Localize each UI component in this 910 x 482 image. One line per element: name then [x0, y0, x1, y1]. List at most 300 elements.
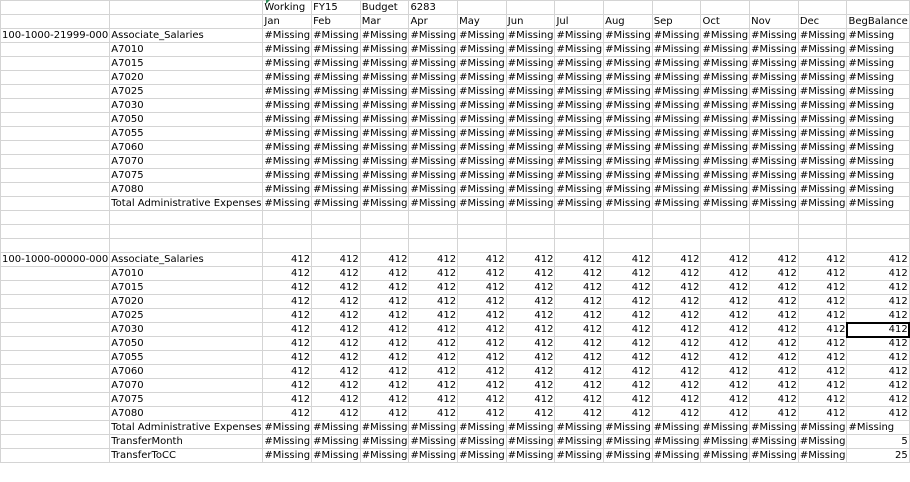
account-cell[interactable] — [110, 225, 263, 239]
value-cell[interactable]: 412 — [847, 337, 909, 351]
value-cell[interactable]: 412 — [312, 309, 361, 323]
value-cell[interactable]: 412 — [409, 365, 458, 379]
value-cell[interactable]: #Missing — [410, 436, 457, 447]
value-cell[interactable]: #Missing — [313, 198, 359, 209]
entity-cell[interactable] — [1, 239, 110, 253]
value-cell[interactable]: #Missing — [361, 170, 408, 181]
entity-cell[interactable] — [1, 71, 110, 85]
value-cell[interactable]: #Missing — [313, 114, 359, 125]
value-cell[interactable] — [604, 225, 653, 239]
value-cell[interactable]: 412 — [798, 379, 847, 393]
value-cell[interactable] — [263, 239, 312, 253]
value-cell[interactable]: #Missing — [799, 100, 846, 111]
value-cell[interactable]: #Missing — [361, 58, 408, 69]
value-cell[interactable]: 412 — [263, 351, 312, 365]
header-cell[interactable] — [110, 1, 263, 15]
value-cell[interactable]: #Missing — [847, 85, 909, 99]
value-cell[interactable]: #Missing — [751, 86, 797, 97]
account-cell[interactable]: Total Administrative Expenses — [111, 198, 262, 209]
value-cell[interactable]: 412 — [701, 337, 750, 351]
entity-cell[interactable] — [1, 323, 110, 337]
value-cell[interactable]: #Missing — [507, 170, 554, 181]
value-cell[interactable]: 412 — [798, 365, 847, 379]
value-cell[interactable]: #Missing — [605, 422, 651, 433]
value-cell[interactable]: #Missing — [556, 198, 603, 209]
value-cell[interactable]: #Missing — [313, 72, 359, 83]
value-cell[interactable]: 412 — [312, 407, 361, 421]
value-cell[interactable]: #Missing — [605, 44, 651, 55]
value-cell[interactable]: 412 — [312, 267, 361, 281]
value-cell[interactable]: #Missing — [459, 30, 505, 41]
value-cell[interactable]: #Missing — [410, 100, 457, 111]
value-cell[interactable]: #Missing — [507, 86, 554, 97]
value-cell[interactable]: #Missing — [751, 100, 797, 111]
value-cell[interactable]: 412 — [506, 407, 555, 421]
value-cell[interactable]: 412 — [458, 281, 507, 295]
value-cell[interactable]: 412 — [604, 407, 653, 421]
header-cell[interactable]: Sep — [652, 15, 701, 29]
entity-cell[interactable]: 100-1000-00000-000 — [2, 254, 109, 265]
value-cell[interactable] — [409, 225, 458, 239]
value-cell[interactable]: 412 — [360, 295, 409, 309]
account-cell[interactable]: Total Administrative Expenses — [111, 422, 262, 433]
entity-cell[interactable] — [1, 43, 110, 57]
value-cell[interactable]: #Missing — [702, 58, 749, 69]
value-cell[interactable]: #Missing — [799, 198, 846, 209]
value-cell[interactable]: #Missing — [751, 58, 797, 69]
value-cell[interactable]: #Missing — [847, 421, 909, 435]
entity-cell[interactable]: 100-1000-21999-000 — [2, 30, 109, 41]
value-cell[interactable]: #Missing — [605, 184, 651, 195]
value-cell[interactable]: #Missing — [653, 436, 700, 447]
value-cell[interactable]: 412 — [798, 253, 847, 267]
value-cell[interactable]: #Missing — [264, 142, 311, 153]
value-cell[interactable]: #Missing — [459, 450, 505, 461]
value-cell[interactable]: #Missing — [556, 128, 603, 139]
value-cell[interactable]: 412 — [798, 267, 847, 281]
value-cell[interactable]: 412 — [701, 323, 750, 337]
value-cell[interactable]: #Missing — [556, 142, 603, 153]
value-cell[interactable]: 412 — [555, 351, 604, 365]
value-cell[interactable]: 5 — [847, 435, 909, 449]
value-cell[interactable]: #Missing — [313, 170, 359, 181]
value-cell[interactable]: #Missing — [847, 43, 909, 57]
value-cell[interactable]: 412 — [604, 309, 653, 323]
header-cell[interactable]: Oct — [701, 15, 750, 29]
value-cell[interactable]: #Missing — [702, 184, 749, 195]
account-cell[interactable]: A7010 — [110, 267, 263, 281]
value-cell[interactable]: 412 — [506, 351, 555, 365]
value-cell[interactable]: #Missing — [556, 170, 603, 181]
value-cell[interactable]: 412 — [604, 253, 653, 267]
value-cell[interactable]: #Missing — [847, 29, 909, 43]
value-cell[interactable]: 412 — [409, 295, 458, 309]
value-cell[interactable]: 412 — [409, 323, 458, 337]
value-cell[interactable]: #Missing — [751, 184, 797, 195]
value-cell[interactable]: #Missing — [459, 114, 505, 125]
value-cell[interactable]: #Missing — [313, 128, 359, 139]
value-cell[interactable]: #Missing — [459, 436, 505, 447]
value-cell[interactable]: #Missing — [361, 198, 408, 209]
value-cell[interactable]: #Missing — [507, 100, 554, 111]
value-cell[interactable]: #Missing — [264, 422, 311, 433]
account-cell[interactable]: Associate_Salaries — [110, 29, 263, 43]
account-cell[interactable]: A7060 — [110, 365, 263, 379]
value-cell[interactable] — [701, 211, 750, 225]
value-cell[interactable]: #Missing — [459, 422, 505, 433]
value-cell[interactable]: #Missing — [507, 128, 554, 139]
value-cell[interactable] — [409, 211, 458, 225]
entity-cell[interactable] — [1, 435, 110, 449]
value-cell[interactable]: #Missing — [410, 170, 457, 181]
value-cell[interactable]: 412 — [604, 393, 653, 407]
value-cell[interactable]: 412 — [312, 323, 361, 337]
entity-cell[interactable] — [1, 365, 110, 379]
value-cell[interactable]: 412 — [652, 281, 701, 295]
value-cell[interactable]: #Missing — [702, 142, 749, 153]
value-cell[interactable]: 412 — [555, 295, 604, 309]
value-cell[interactable]: 412 — [652, 365, 701, 379]
value-cell[interactable]: 412 — [263, 337, 312, 351]
value-cell[interactable] — [458, 211, 507, 225]
header-cell[interactable] — [652, 1, 701, 15]
value-cell[interactable]: 412 — [263, 379, 312, 393]
value-cell[interactable]: #Missing — [507, 436, 554, 447]
value-cell[interactable]: 412 — [506, 323, 555, 337]
header-cell[interactable] — [701, 1, 750, 15]
value-cell[interactable]: 412 — [847, 295, 909, 309]
value-cell[interactable]: 412 — [312, 379, 361, 393]
value-cell[interactable]: 412 — [750, 337, 799, 351]
value-cell[interactable]: #Missing — [410, 450, 457, 461]
value-cell[interactable]: #Missing — [751, 114, 797, 125]
header-cell[interactable]: Jan — [263, 15, 312, 29]
entity-cell[interactable] — [1, 379, 110, 393]
value-cell[interactable] — [847, 239, 909, 253]
value-cell[interactable]: 412 — [750, 393, 799, 407]
value-cell[interactable]: 412 — [506, 253, 555, 267]
value-cell[interactable]: 412 — [604, 295, 653, 309]
value-cell[interactable] — [263, 211, 312, 225]
value-cell[interactable] — [652, 225, 701, 239]
value-cell[interactable]: #Missing — [459, 184, 505, 195]
value-cell[interactable] — [555, 225, 604, 239]
account-cell[interactable]: A7070 — [110, 155, 263, 169]
value-cell[interactable]: #Missing — [653, 114, 700, 125]
header-cell[interactable]: Jun — [506, 15, 555, 29]
value-cell[interactable]: 412 — [750, 407, 799, 421]
value-cell[interactable]: #Missing — [653, 86, 700, 97]
account-cell[interactable]: A7015 — [110, 281, 263, 295]
value-cell[interactable]: 412 — [409, 253, 458, 267]
value-cell[interactable]: #Missing — [361, 450, 408, 461]
value-cell[interactable]: #Missing — [361, 44, 408, 55]
entity-cell[interactable] — [1, 267, 110, 281]
header-cell[interactable]: Dec — [798, 15, 847, 29]
value-cell[interactable]: #Missing — [605, 170, 651, 181]
value-cell[interactable]: #Missing — [361, 86, 408, 97]
value-cell[interactable]: #Missing — [847, 197, 909, 211]
value-cell[interactable]: #Missing — [799, 184, 846, 195]
account-cell[interactable]: A7010 — [110, 43, 263, 57]
value-cell[interactable]: #Missing — [799, 58, 846, 69]
value-cell[interactable]: 412 — [506, 337, 555, 351]
value-cell[interactable]: #Missing — [410, 30, 457, 41]
value-cell[interactable]: #Missing — [556, 450, 603, 461]
header-cell[interactable] — [506, 1, 555, 15]
value-cell[interactable]: #Missing — [507, 114, 554, 125]
value-cell[interactable]: #Missing — [264, 72, 311, 83]
entity-cell[interactable] — [1, 127, 110, 141]
account-cell[interactable]: A7075 — [110, 393, 263, 407]
value-cell[interactable]: 412 — [409, 309, 458, 323]
value-cell[interactable]: 412 — [701, 393, 750, 407]
value-cell[interactable]: #Missing — [313, 184, 359, 195]
entity-cell[interactable] — [1, 197, 110, 211]
value-cell[interactable]: #Missing — [605, 156, 651, 167]
value-cell[interactable]: 412 — [798, 407, 847, 421]
header-cell[interactable]: Apr — [409, 15, 458, 29]
value-cell[interactable]: 412 — [263, 309, 312, 323]
value-cell[interactable]: #Missing — [653, 450, 700, 461]
value-cell[interactable]: 412 — [312, 337, 361, 351]
value-cell[interactable]: #Missing — [361, 128, 408, 139]
value-cell[interactable]: #Missing — [847, 57, 909, 71]
header-cell[interactable] — [750, 1, 799, 15]
value-cell[interactable]: #Missing — [410, 142, 457, 153]
header-cell[interactable]: Nov — [750, 15, 799, 29]
value-cell[interactable]: #Missing — [410, 198, 457, 209]
value-cell[interactable] — [409, 239, 458, 253]
value-cell[interactable]: #Missing — [799, 450, 846, 461]
value-cell[interactable] — [458, 225, 507, 239]
value-cell[interactable]: #Missing — [556, 156, 603, 167]
header-cell[interactable] — [1, 1, 110, 15]
value-cell[interactable]: 412 — [798, 295, 847, 309]
value-cell[interactable]: 412 — [312, 281, 361, 295]
account-cell[interactable]: TransferToCC — [110, 449, 263, 463]
value-cell[interactable]: 412 — [652, 309, 701, 323]
value-cell[interactable]: 412 — [701, 253, 750, 267]
value-cell[interactable]: #Missing — [702, 156, 749, 167]
value-cell[interactable] — [506, 239, 555, 253]
value-cell[interactable]: 412 — [506, 309, 555, 323]
value-cell[interactable]: 412 — [847, 323, 909, 337]
value-cell[interactable] — [750, 211, 799, 225]
value-cell[interactable]: 412 — [555, 365, 604, 379]
value-cell[interactable]: 412 — [652, 393, 701, 407]
value-cell[interactable]: #Missing — [410, 44, 457, 55]
value-cell[interactable]: 412 — [409, 393, 458, 407]
account-cell[interactable]: A7080 — [110, 183, 263, 197]
value-cell[interactable]: #Missing — [653, 30, 700, 41]
value-cell[interactable]: #Missing — [702, 100, 749, 111]
entity-cell[interactable] — [1, 85, 110, 99]
value-cell[interactable]: 412 — [312, 295, 361, 309]
value-cell[interactable]: #Missing — [459, 86, 505, 97]
value-cell[interactable]: 412 — [701, 407, 750, 421]
value-cell[interactable] — [798, 225, 847, 239]
value-cell[interactable]: 412 — [263, 253, 312, 267]
value-cell[interactable]: #Missing — [556, 58, 603, 69]
value-cell[interactable]: #Missing — [264, 128, 311, 139]
value-cell[interactable]: 412 — [263, 267, 312, 281]
value-cell[interactable] — [798, 239, 847, 253]
value-cell[interactable]: 412 — [506, 393, 555, 407]
value-cell[interactable]: 412 — [604, 351, 653, 365]
value-cell[interactable]: 412 — [458, 351, 507, 365]
value-cell[interactable]: #Missing — [653, 44, 700, 55]
value-cell[interactable]: #Missing — [361, 422, 408, 433]
value-cell[interactable]: #Missing — [653, 422, 700, 433]
value-cell[interactable] — [312, 225, 361, 239]
value-cell[interactable]: #Missing — [751, 30, 797, 41]
value-cell[interactable]: #Missing — [556, 30, 603, 41]
value-cell[interactable]: #Missing — [410, 72, 457, 83]
value-cell[interactable]: 412 — [555, 337, 604, 351]
value-cell[interactable]: #Missing — [799, 156, 846, 167]
account-cell[interactable]: A7060 — [110, 141, 263, 155]
header-cell[interactable]: Aug — [604, 15, 653, 29]
value-cell[interactable]: 412 — [750, 379, 799, 393]
value-cell[interactable]: 412 — [360, 281, 409, 295]
header-cell[interactable] — [604, 1, 653, 15]
value-cell[interactable]: #Missing — [653, 128, 700, 139]
entity-cell[interactable] — [1, 211, 110, 225]
value-cell[interactable]: #Missing — [847, 127, 909, 141]
value-cell[interactable]: #Missing — [702, 114, 749, 125]
value-cell[interactable]: #Missing — [264, 58, 311, 69]
value-cell[interactable]: #Missing — [410, 58, 457, 69]
value-cell[interactable]: #Missing — [361, 72, 408, 83]
value-cell[interactable]: 412 — [555, 281, 604, 295]
value-cell[interactable]: #Missing — [702, 44, 749, 55]
value-cell[interactable]: #Missing — [313, 58, 359, 69]
value-cell[interactable]: 412 — [360, 407, 409, 421]
value-cell[interactable]: #Missing — [264, 44, 311, 55]
value-cell[interactable]: 412 — [798, 281, 847, 295]
header-cell[interactable]: Mar — [360, 15, 409, 29]
header-cell[interactable]: Jul — [555, 15, 604, 29]
value-cell[interactable]: #Missing — [507, 30, 554, 41]
value-cell[interactable]: #Missing — [799, 142, 846, 153]
value-cell[interactable]: #Missing — [556, 422, 603, 433]
value-cell[interactable]: #Missing — [361, 100, 408, 111]
value-cell[interactable]: #Missing — [410, 86, 457, 97]
header-cell[interactable]: Budget — [360, 1, 409, 15]
value-cell[interactable]: 412 — [555, 267, 604, 281]
value-cell[interactable]: #Missing — [459, 128, 505, 139]
value-cell[interactable]: 412 — [312, 365, 361, 379]
value-cell[interactable]: #Missing — [264, 436, 311, 447]
account-cell[interactable]: A7030 — [110, 99, 263, 113]
entity-cell[interactable] — [1, 113, 110, 127]
value-cell[interactable]: 412 — [652, 351, 701, 365]
value-cell[interactable]: 412 — [409, 281, 458, 295]
value-cell[interactable]: 412 — [506, 365, 555, 379]
value-cell[interactable]: 412 — [798, 393, 847, 407]
value-cell[interactable]: #Missing — [799, 114, 846, 125]
value-cell[interactable]: 412 — [263, 365, 312, 379]
value-cell[interactable]: 412 — [750, 323, 799, 337]
value-cell[interactable]: #Missing — [751, 142, 797, 153]
account-cell[interactable]: A7080 — [110, 407, 263, 421]
value-cell[interactable]: #Missing — [605, 30, 651, 41]
value-cell[interactable]: 412 — [312, 351, 361, 365]
value-cell[interactable]: 412 — [847, 407, 909, 421]
header-cell[interactable] — [847, 1, 909, 15]
value-cell[interactable]: 412 — [458, 267, 507, 281]
value-cell[interactable]: #Missing — [264, 114, 311, 125]
value-cell[interactable]: 412 — [798, 309, 847, 323]
value-cell[interactable]: #Missing — [605, 86, 651, 97]
value-cell[interactable]: #Missing — [361, 184, 408, 195]
value-cell[interactable]: 412 — [750, 253, 799, 267]
value-cell[interactable]: #Missing — [507, 422, 554, 433]
value-cell[interactable]: 412 — [847, 253, 909, 267]
account-cell[interactable]: A7025 — [110, 85, 263, 99]
account-cell[interactable]: A7050 — [110, 337, 263, 351]
value-cell[interactable]: #Missing — [264, 156, 311, 167]
entity-cell[interactable] — [1, 141, 110, 155]
value-cell[interactable]: 412 — [798, 337, 847, 351]
value-cell[interactable] — [750, 239, 799, 253]
value-cell[interactable] — [604, 239, 653, 253]
value-cell[interactable] — [506, 211, 555, 225]
value-cell[interactable]: #Missing — [507, 156, 554, 167]
entity-cell[interactable] — [1, 295, 110, 309]
value-cell[interactable]: #Missing — [605, 450, 651, 461]
value-cell[interactable]: #Missing — [313, 142, 359, 153]
value-cell[interactable]: 412 — [458, 295, 507, 309]
value-cell[interactable]: 412 — [604, 267, 653, 281]
value-cell[interactable]: #Missing — [264, 170, 311, 181]
value-cell[interactable]: #Missing — [361, 30, 408, 41]
header-cell[interactable]: FY15 — [312, 1, 361, 15]
value-cell[interactable]: #Missing — [507, 72, 554, 83]
value-cell[interactable]: #Missing — [847, 169, 909, 183]
value-cell[interactable]: 412 — [652, 267, 701, 281]
value-cell[interactable]: 412 — [360, 323, 409, 337]
value-cell[interactable]: 412 — [555, 407, 604, 421]
value-cell[interactable]: #Missing — [361, 436, 408, 447]
account-cell[interactable] — [110, 211, 263, 225]
value-cell[interactable]: 412 — [847, 379, 909, 393]
value-cell[interactable]: #Missing — [410, 114, 457, 125]
value-cell[interactable]: 412 — [458, 323, 507, 337]
value-cell[interactable] — [604, 211, 653, 225]
value-cell[interactable]: 412 — [847, 351, 909, 365]
value-cell[interactable]: #Missing — [313, 422, 359, 433]
value-cell[interactable]: 412 — [360, 309, 409, 323]
value-cell[interactable]: 412 — [652, 337, 701, 351]
value-cell[interactable] — [555, 211, 604, 225]
value-cell[interactable]: 412 — [360, 337, 409, 351]
entity-cell[interactable] — [1, 183, 110, 197]
value-cell[interactable]: #Missing — [653, 170, 700, 181]
account-cell[interactable]: A7055 — [110, 127, 263, 141]
value-cell[interactable]: 412 — [652, 295, 701, 309]
account-cell[interactable]: A7055 — [110, 351, 263, 365]
value-cell[interactable]: #Missing — [799, 170, 846, 181]
entity-cell[interactable] — [1, 99, 110, 113]
value-cell[interactable]: 412 — [847, 365, 909, 379]
value-cell[interactable]: 412 — [458, 309, 507, 323]
account-cell[interactable]: A7020 — [110, 295, 263, 309]
entity-cell[interactable] — [1, 337, 110, 351]
value-cell[interactable]: 412 — [458, 337, 507, 351]
value-cell[interactable] — [555, 239, 604, 253]
